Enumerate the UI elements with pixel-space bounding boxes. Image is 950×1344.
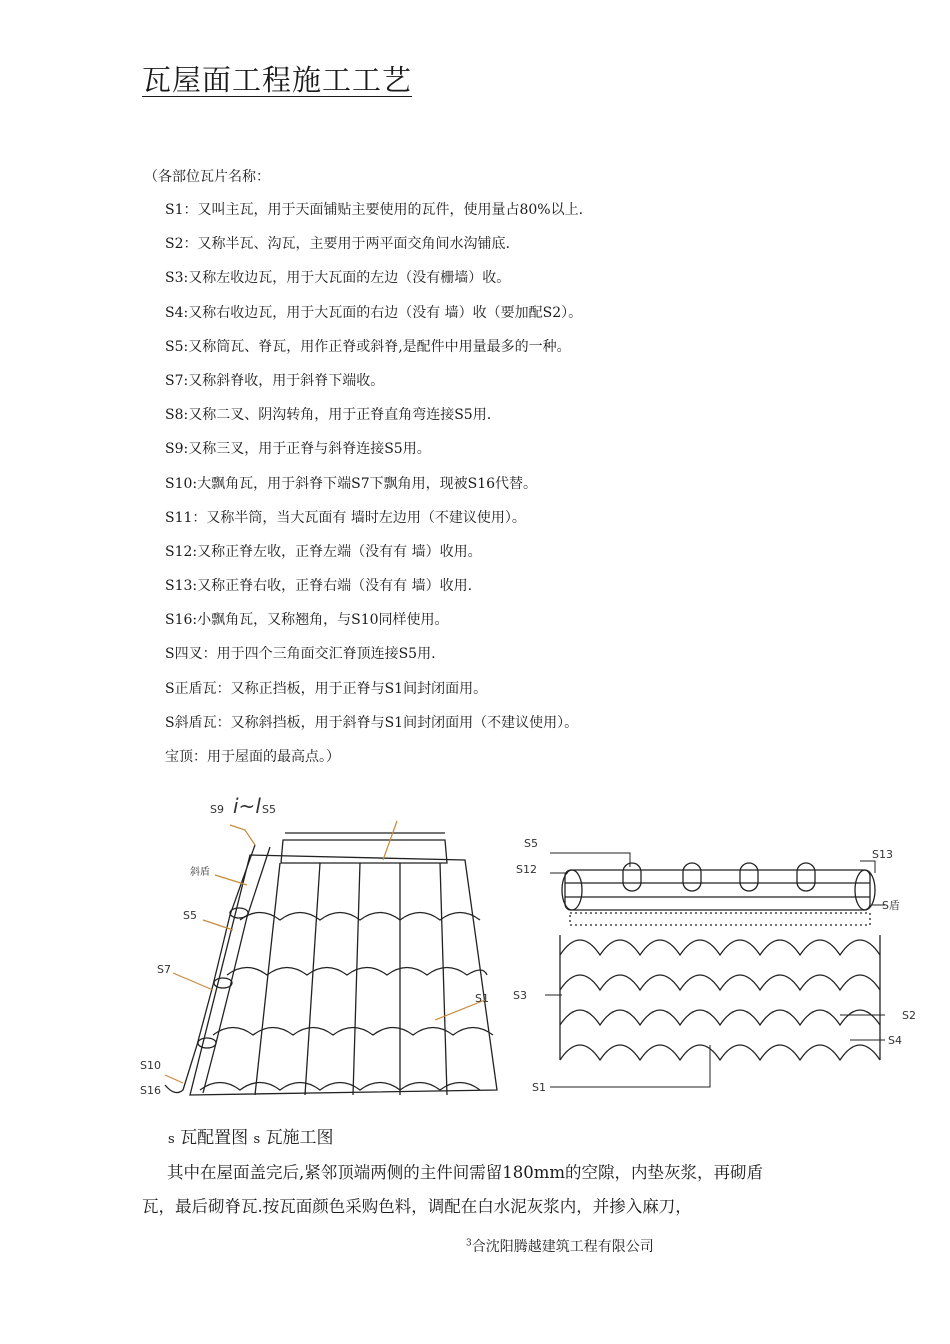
tile-configuration-figure [135, 785, 505, 1105]
list-item: S11：又称半筒，当大瓦面有 墙时左边用（不建议使用）。 [165, 509, 526, 526]
label-s2: S2 [902, 1009, 916, 1022]
list-item: S7:又称斜脊收，用于斜脊下端收。 [165, 372, 385, 389]
intro-text: （各部位瓦片名称： [144, 169, 270, 185]
footer [466, 1236, 654, 1256]
list-item: S9:又称三叉，用于正脊与斜脊连接S5用。 [165, 441, 431, 458]
list-item: S1：又叫主瓦，用于天面铺贴主要使用的瓦件，使用量占80%以上. [165, 202, 584, 218]
caption-prefix: s [253, 1132, 261, 1147]
tile-construction-figure [510, 825, 920, 1105]
label-s9: S9 [210, 803, 224, 816]
paragraph-line: 其中在屋面盖完后,紧邻顶端两侧的主件间需留180mm的空隙，内垫灰浆，再砌盾 [167, 1163, 764, 1182]
label-xiedun: 斜盾 [190, 867, 210, 878]
label-sdun: S盾 [882, 899, 900, 912]
label-s1: S1 [475, 992, 489, 1005]
footer-company: 合沈阳腾越建筑工程有限公司 [471, 1239, 654, 1255]
list-item: S13:又称正脊右收，正脊右端（没有有 墙）收用. [165, 578, 473, 595]
figure-caption [168, 1123, 334, 1148]
list-item: S4:又称右收边瓦，用于大瓦面的右边（没有 墙）收（要加配S2）。 [165, 304, 583, 321]
list-item: S5:又称筒瓦、脊瓦，用作正脊或斜脊,是配件中用量最多的一种。 [165, 338, 571, 355]
list-item: 宝顶：用于屋面的最高点。） [165, 749, 340, 765]
label-s10: S10 [140, 1059, 161, 1072]
label-s5: S5 [524, 837, 538, 850]
label-s4: S4 [888, 1034, 902, 1047]
footer-page-number: 3 [466, 1238, 472, 1249]
label-s5: S5 [183, 909, 197, 922]
list-item: S正盾瓦：又称正挡板，用于正脊与S1间封闭面用。 [165, 680, 488, 697]
list-item: S8:又称二叉、阴沟转角，用于正脊直角弯连接S5用. [165, 407, 492, 424]
list-item: S2：又称半瓦、沟瓦，主要用于两平面交角间水沟铺底. [165, 236, 510, 253]
list-item: S16:小飘角瓦，又称翘角，与S10同样使用。 [165, 612, 449, 629]
paragraph-line: 瓦，最后砌脊瓦.按瓦面颜色采购色料，调配在白水泥灰浆内，并掺入麻刀， [142, 1197, 692, 1216]
list-item: S四叉：用于四个三角面交汇脊顶连接S5用. [165, 646, 436, 663]
caption-prefix: s [168, 1132, 175, 1147]
list-item: S3:又称左收边瓦，用于大瓦面的左边（没有栅墙）收。 [165, 270, 511, 287]
list-item: S斜盾瓦：又称斜挡板，用于斜脊与S1间封闭面用（不建议使用）。 [165, 714, 579, 731]
label-s1: S1 [532, 1081, 546, 1094]
list-item: S10:大飘角瓦，用于斜脊下端S7下飘角用，现被S16代替。 [165, 475, 538, 492]
body-paragraph [142, 1156, 832, 1224]
label-mark: i~l [233, 794, 261, 818]
label-s16: S16 [140, 1084, 161, 1097]
label-s3: S3 [513, 989, 527, 1002]
label-s13: S13 [872, 848, 893, 861]
label-s12: S12 [516, 863, 537, 876]
caption-construction: 瓦施工图 [265, 1128, 334, 1148]
tile-name-list [165, 201, 583, 782]
label-s5-top: S5 [262, 803, 276, 816]
list-item: S12:又称正脊左收，正脊左端（没有有 墙）收用。 [165, 543, 482, 560]
label-s7: S7 [157, 963, 171, 976]
page-title: 瓦屋面工程施工工艺 [142, 63, 413, 97]
caption-config: 瓦配置图 [180, 1128, 249, 1148]
